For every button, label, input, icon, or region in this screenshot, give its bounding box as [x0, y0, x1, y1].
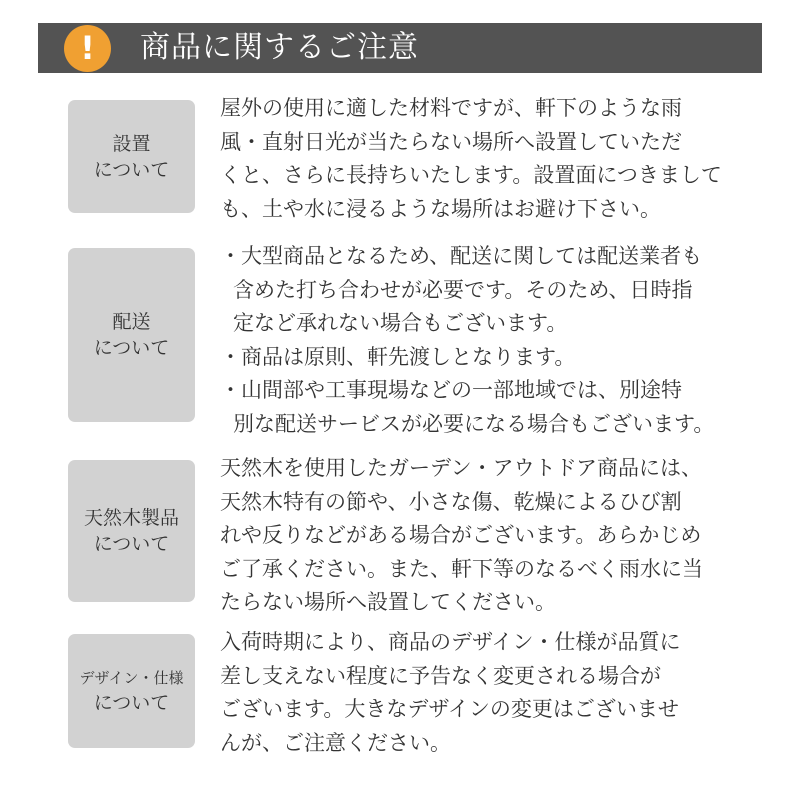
body-line: 含めた打ち合わせが必要です。そのため、日時指 — [233, 277, 693, 302]
section-body-delivery — [220, 240, 765, 441]
section-label-line: について — [93, 337, 170, 359]
body-line: 天然木特有の節や、小さな傷、乾燥によるひび割 — [220, 489, 682, 514]
body-line: ・山間部や工事現場などの一部地域では、別途特 — [220, 378, 682, 402]
section-label-delivery — [68, 248, 195, 422]
section-body-natural-wood — [220, 452, 765, 620]
section-body-installation — [220, 92, 765, 226]
body-line: ・大型商品となるため、配送に関しては配送業者も — [220, 244, 703, 268]
body-line: 屋外の使用に適した材料ですが、軒下のような雨 — [220, 96, 682, 120]
body-line: も、土や水に浸るような場所はお避け下さい。 — [220, 196, 661, 221]
section-label-line: について — [93, 533, 170, 555]
page-title: 商品に関するご注意 — [140, 30, 419, 65]
body-line: 天然木を使用したガーデン・アウトドア商品には、 — [220, 456, 702, 480]
body-line: たらない場所へ設置してください。 — [220, 590, 556, 614]
exclamation-icon: ! — [64, 25, 111, 72]
section-label-line: 配送 — [112, 311, 151, 333]
section-label-line: について — [93, 692, 170, 714]
section-label-natural-wood — [68, 460, 195, 602]
body-line: 入荷時期により、商品のデザイン・仕様が品質に — [220, 630, 681, 654]
body-line: ご了承ください。また、軒下等のなるべく雨水に当 — [220, 556, 703, 581]
section-label-line: 天然木製品 — [83, 507, 179, 529]
body-line: んが、ご注意ください。 — [220, 730, 451, 755]
body-line: くと、さらに長持ちいたします。設置面につきまして — [220, 163, 722, 187]
body-line: ございます。大きなデザインの変更はございませ — [220, 697, 679, 721]
section-body-design-spec — [220, 626, 765, 760]
section-label-installation — [68, 100, 195, 213]
section-label-line: 設置 — [112, 132, 151, 155]
body-line: れや反りなどがある場合がございます。あらかじめ — [220, 523, 702, 547]
body-line: 風・直射日光が当たらない場所へ設置していただ — [220, 129, 682, 154]
section-label-design-spec — [68, 634, 195, 748]
section-label-line: デザイン・仕様 — [79, 669, 184, 687]
body-line: 差し支えない程度に予告なく変更される場合が — [220, 663, 661, 688]
body-line: ・商品は原則、軒先渡しとなります。 — [220, 344, 576, 369]
body-line: 定など承れない場合もございます。 — [233, 311, 568, 335]
section-label-line: について — [93, 158, 170, 181]
body-line: 別な配送サービスが必要になる場合もございます。 — [233, 411, 715, 436]
